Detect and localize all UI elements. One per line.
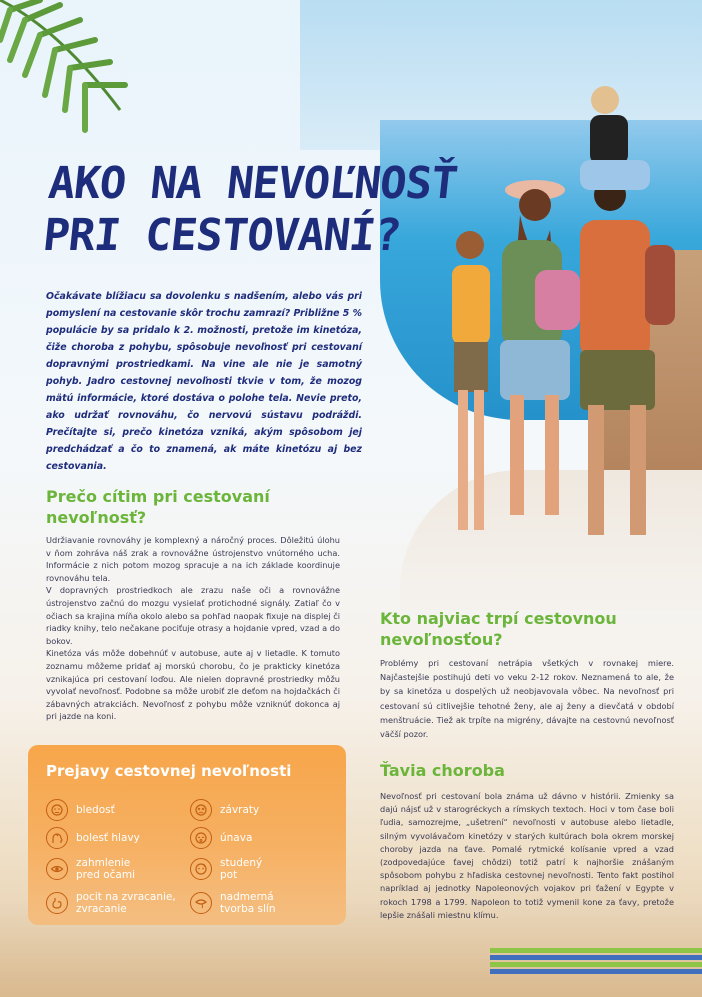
page-title [41, 158, 460, 262]
striped-towel-decoration [490, 948, 702, 978]
symptom-label: bolesť hlavy [76, 832, 140, 844]
pale-face-icon [46, 799, 68, 821]
symptom-item [190, 857, 262, 881]
headache-icon [46, 827, 68, 849]
symptom-item [46, 799, 115, 821]
symptom-label: pocit na zvracanie, zvracanie [76, 891, 176, 915]
symptom-item [190, 799, 259, 821]
symptom-item [46, 891, 176, 915]
blurred-eye-icon [46, 858, 68, 880]
symptom-label: zahmlenie pred očami [76, 857, 135, 881]
sweat-face-icon [190, 858, 212, 880]
symptom-label: studený pot [220, 857, 263, 881]
symptom-item [190, 891, 275, 915]
family-photo-illustration [440, 80, 680, 560]
symptom-item [190, 827, 252, 849]
palm-leaves-decoration [0, 0, 150, 160]
preco-paragraph: Udržiavanie rovnováhy je komplexný a náročný proces. Dôležitú úlohu v ňom zohráva náš zrak a rovnovážne ústrojenstvo vnútorného ucha. Informácie z nich potom mozog spracuje a na ich základe koordinuje rovnováhu tela. [46, 535, 340, 583]
symptom-item [46, 827, 140, 849]
symptom-label: nadmerná tvorba slín [220, 891, 276, 915]
symptoms-box [28, 745, 346, 925]
title-line-1: AKO NA NEVOĽNOSŤ [46, 158, 460, 209]
section-kto-body: Problémy pri cestovaní netrápia všetkých v rovnakej miere. Najčastejšie postihujú deti vo veku 2-12 rokov. Neznamená to ale, že by sa kinetóza u dospelých už neobjavovala vôbec. Na nevoľnosť pri cestovaní sú citlivejšie tehotné ženy, ale aj ženy a dievčatá v období menštruácie. Tiež ak trpíte na migrény, dávajte na cestovnú nevoľnosť väčší pozor. [380, 658, 674, 740]
intro-paragraph: Očakávate blížiacu sa dovolenku s nadšením, alebo vás pri pomyslení na cestovanie skôr trochu zamrazí? Približne 5 % populácie by sa pridalo k 2. možnosti, pretože im kinetóza, čiže choroba z pohybu, spôsobuje nevoľnosť pri cestovaní dopravnými prostriedkami. Na vine ale nie je samotný pohyb. Jadro cestovnej nevoľnosti tkvie v tom, že mozog mätú informácie, ktoré dostáva o polohe tela. Nevie preto, ako udržať rovnováhu, čo nervovú sústavu podráždi. Prečítajte si, prečo kinetóza vzniká, akým spôsobom jej predchádzať a čo to znamená, ak máte kinetózu aj bez cestovania. [46, 291, 362, 472]
preco-paragraph: Kinetóza vás môže dobehnúť v autobuse, aute aj v lietadle. K tomuto zoznamu môžeme pridať aj morskú chorobu, čo je prakticky kinetóza vznikajúca pri cestovaní loďou. Ale nielen dopravné prostriedky môžu vyvolať nevoľnosť. Podobne sa môže urobiť zle deťom na hojdačkách či zábavných atrakciách. Nevoľnosť z pohybu môže vzniknúť dokonca aj pri jazde na koni. [46, 648, 340, 722]
section-tavia-body: Nevoľnosť pri cestovaní bola známa už dávno v histórii. Zmienky sa dajú nájsť už v starogréckych a rímskych textoch. Hoci v tom čase boli ľudia, samozrejme, „ušetrení“ nevoľnosti v autobuse alebo lietadle, silným vyvolávačom kinetózy v starých kultúrach bola okrem morskej choroby jazda na ťave. Pomalé rytmické kolísanie vpred a vzad (zodpovedajúce ťavej chôdzi) totiž patrí k najhoršie znášaným spôsobom pohybu z hľadiska cestovnej nevoľnosti. Tento fakt postihol napríklad aj jednotky Napoleonových vojakov pri ťažení v Egypte v rokoch 1798 a 1799. Napoleon to totiž vymenil kone za ťavy, pretože lepšie znášali miestnu klímu. [380, 791, 674, 920]
stomach-icon [46, 892, 68, 914]
saliva-lips-icon [190, 892, 212, 914]
symptoms-title: Prejavy cestovnej nevoľnosti [46, 762, 292, 780]
dizzy-face-icon [190, 799, 212, 821]
heading-preco: Prečo cítim pri cestovaní nevoľnosť? [46, 487, 270, 527]
symptom-label: únava [220, 832, 253, 844]
symptom-label: bledosť [76, 804, 115, 816]
heading-tavia: Ťavia choroba [380, 761, 505, 780]
preco-paragraph: V dopravných prostriedkoch ale zrazu naše oči a rovnovážne ústrojenstvo začnú do mozgu vysielať protichodné signály. Zatiaľ čo v očiach sa krajina míňa okolo alebo sa pohľad naopak fixuje na displej či riadky knihy, telo nečakane pociťuje otrasy a hojdanie vpred, vzad a do bokov. [46, 585, 340, 646]
title-line-2: PRI CESTOVANÍ? [40, 210, 403, 261]
section-preco-body [46, 534, 340, 723]
tired-face-icon [190, 827, 212, 849]
heading-kto: Kto najviac trpí cestovnou nevoľnosťou? [380, 609, 617, 649]
symptom-item [46, 857, 135, 881]
symptom-label: závraty [220, 804, 260, 816]
